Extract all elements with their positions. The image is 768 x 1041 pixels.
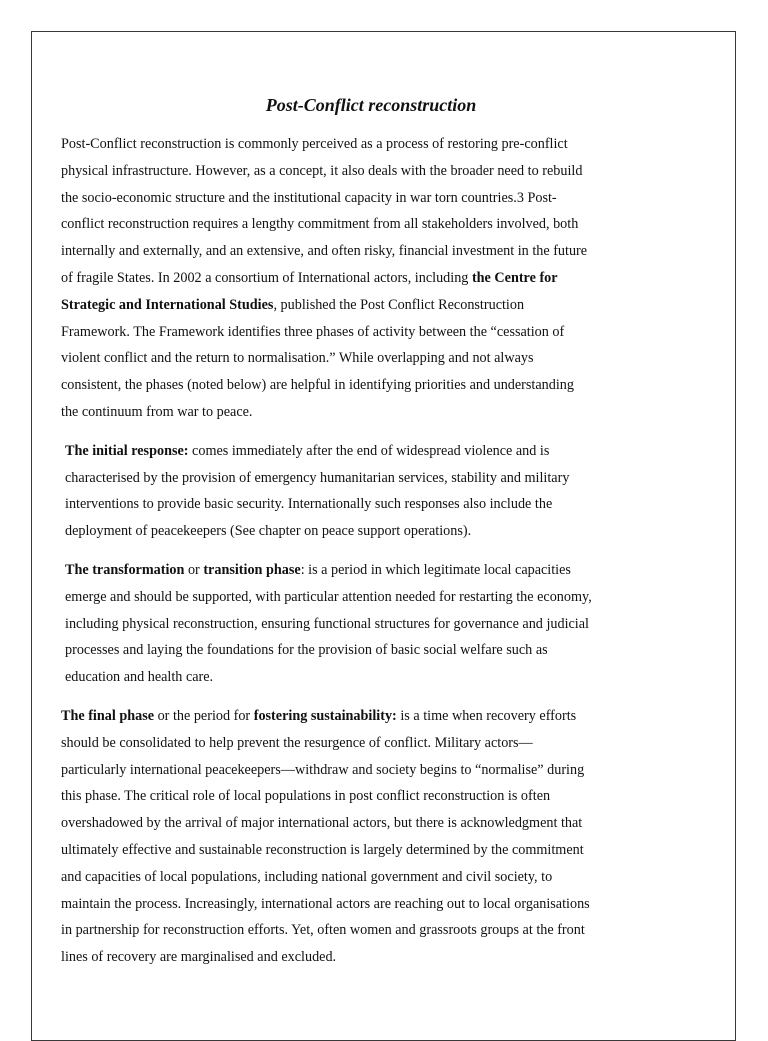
body-paragraph: [61, 131, 681, 426]
text-line: [61, 372, 681, 399]
text-line: [65, 491, 681, 518]
text-run: comes immediately after the end of widespread violence and is: [188, 442, 550, 459]
text-line: [65, 557, 681, 584]
body-paragraph: [61, 703, 681, 971]
text-run: the continuum from war to peace.: [61, 403, 253, 420]
text-line: [65, 518, 681, 545]
text-line: [61, 864, 681, 891]
text-run: maintain the process. Increasingly, international actors are reaching out to local organisations: [61, 895, 590, 912]
text-line: [61, 837, 681, 864]
text-run: emerge and should be supported, with particular attention needed for restarting the economy,: [65, 588, 592, 605]
bold-text-run: fostering sustainability:: [253, 707, 397, 724]
bold-text-run: The final phase: [61, 707, 155, 724]
text-run: interventions to provide basic security. Internationally such responses also include the: [65, 496, 553, 513]
text-run: processes and laying the foundations for the provision of basic social welfare such as: [65, 642, 548, 659]
text-line: [61, 211, 681, 238]
text-run: education and health care.: [65, 669, 214, 686]
bold-text-run: Strategic and International Studies: [61, 296, 274, 313]
text-run: or: [184, 561, 204, 578]
text-run: particularly international peacekeepers—withdraw and society begins to “normalise” during: [61, 761, 585, 778]
text-line: [65, 584, 681, 611]
text-line: [61, 185, 681, 212]
bold-text-run: the Centre for: [471, 269, 558, 286]
text-line: [61, 131, 681, 158]
text-line: [65, 438, 681, 465]
text-run: characterised by the provision of emergency humanitarian services, stability and military: [65, 469, 570, 486]
text-line: [61, 158, 681, 185]
text-line: [61, 730, 681, 757]
text-line: [61, 757, 681, 784]
body-paragraph: [61, 438, 681, 545]
text-line: [61, 783, 681, 810]
bold-text-run: The initial response:: [65, 442, 189, 459]
bold-text-run: transition phase: [203, 561, 301, 578]
text-run: should be consolidated to help prevent the resurgence of conflict. Military actors—: [61, 734, 533, 751]
document-body: [61, 93, 681, 983]
bold-text-run: The transformation: [65, 561, 185, 578]
text-line: [61, 891, 681, 918]
text-run: lines of recovery are marginalised and excluded.: [61, 949, 337, 966]
text-line: [61, 319, 681, 346]
text-run: overshadowed by the arrival of major international actors, but there is acknowledgment that: [61, 815, 583, 832]
text-run: in partnership for reconstruction efforts. Yet, often women and grassroots groups at the front: [61, 922, 585, 939]
text-run: , published the Post Conflict Reconstruction: [273, 296, 525, 313]
text-run: internally and externally, and an extensive, and often risky, financial investment in the future: [61, 243, 588, 260]
text-line: [65, 637, 681, 664]
text-run: the socio-economic structure and the institutional capacity in war torn countries.3 Post-: [61, 189, 557, 206]
text-run: violent conflict and the return to normalisation.” While overlapping and not always: [61, 350, 534, 367]
text-run: deployment of peacekeepers (See chapter on peace support operations).: [65, 523, 472, 540]
text-run: and capacities of local populations, including national government and civil society, to: [61, 868, 553, 885]
text-run: or the period for: [154, 707, 254, 724]
text-line: [61, 917, 681, 944]
text-run: physical infrastructure. However, as a concept, it also deals with the broader need to rebuild: [61, 162, 583, 179]
text-run: consistent, the phases (noted below) are helpful in identifying priorities and understanding: [61, 377, 574, 394]
text-line: [61, 238, 681, 265]
text-run: of fragile States. In 2002 a consortium of International actors, including: [61, 269, 472, 286]
text-line: [61, 944, 681, 971]
text-line: [65, 465, 681, 492]
text-line: [65, 664, 681, 691]
text-line: [61, 265, 681, 292]
body-paragraph: [61, 557, 681, 691]
text-line: [61, 292, 681, 319]
text-run: : is a period in which legitimate local capacities: [300, 561, 571, 578]
text-run: Post-Conflict reconstruction is commonly perceived as a process of restoring pre-conflict: [61, 136, 568, 152]
text-line: [61, 345, 681, 372]
paragraphs-container: [61, 131, 681, 971]
text-run: ultimately effective and sustainable reconstruction is largely determined by the commitment: [61, 841, 584, 858]
text-run: conflict reconstruction requires a lengthy commitment from all stakeholders involved, both: [61, 216, 579, 233]
text-line: [65, 611, 681, 638]
text-run: is a time when recovery efforts: [396, 707, 577, 724]
text-run: Framework. The Framework identifies three phases of activity between the “cessation of: [61, 323, 565, 340]
text-run: including physical reconstruction, ensuring functional structures for governance and judicial: [65, 615, 589, 632]
text-line: [61, 399, 681, 426]
text-line: [61, 703, 681, 730]
page-title: Post-Conflict reconstruction: [265, 95, 477, 115]
text-line: [61, 810, 681, 837]
text-run: this phase. The critical role of local populations in post conflict reconstruction is often: [61, 788, 551, 805]
